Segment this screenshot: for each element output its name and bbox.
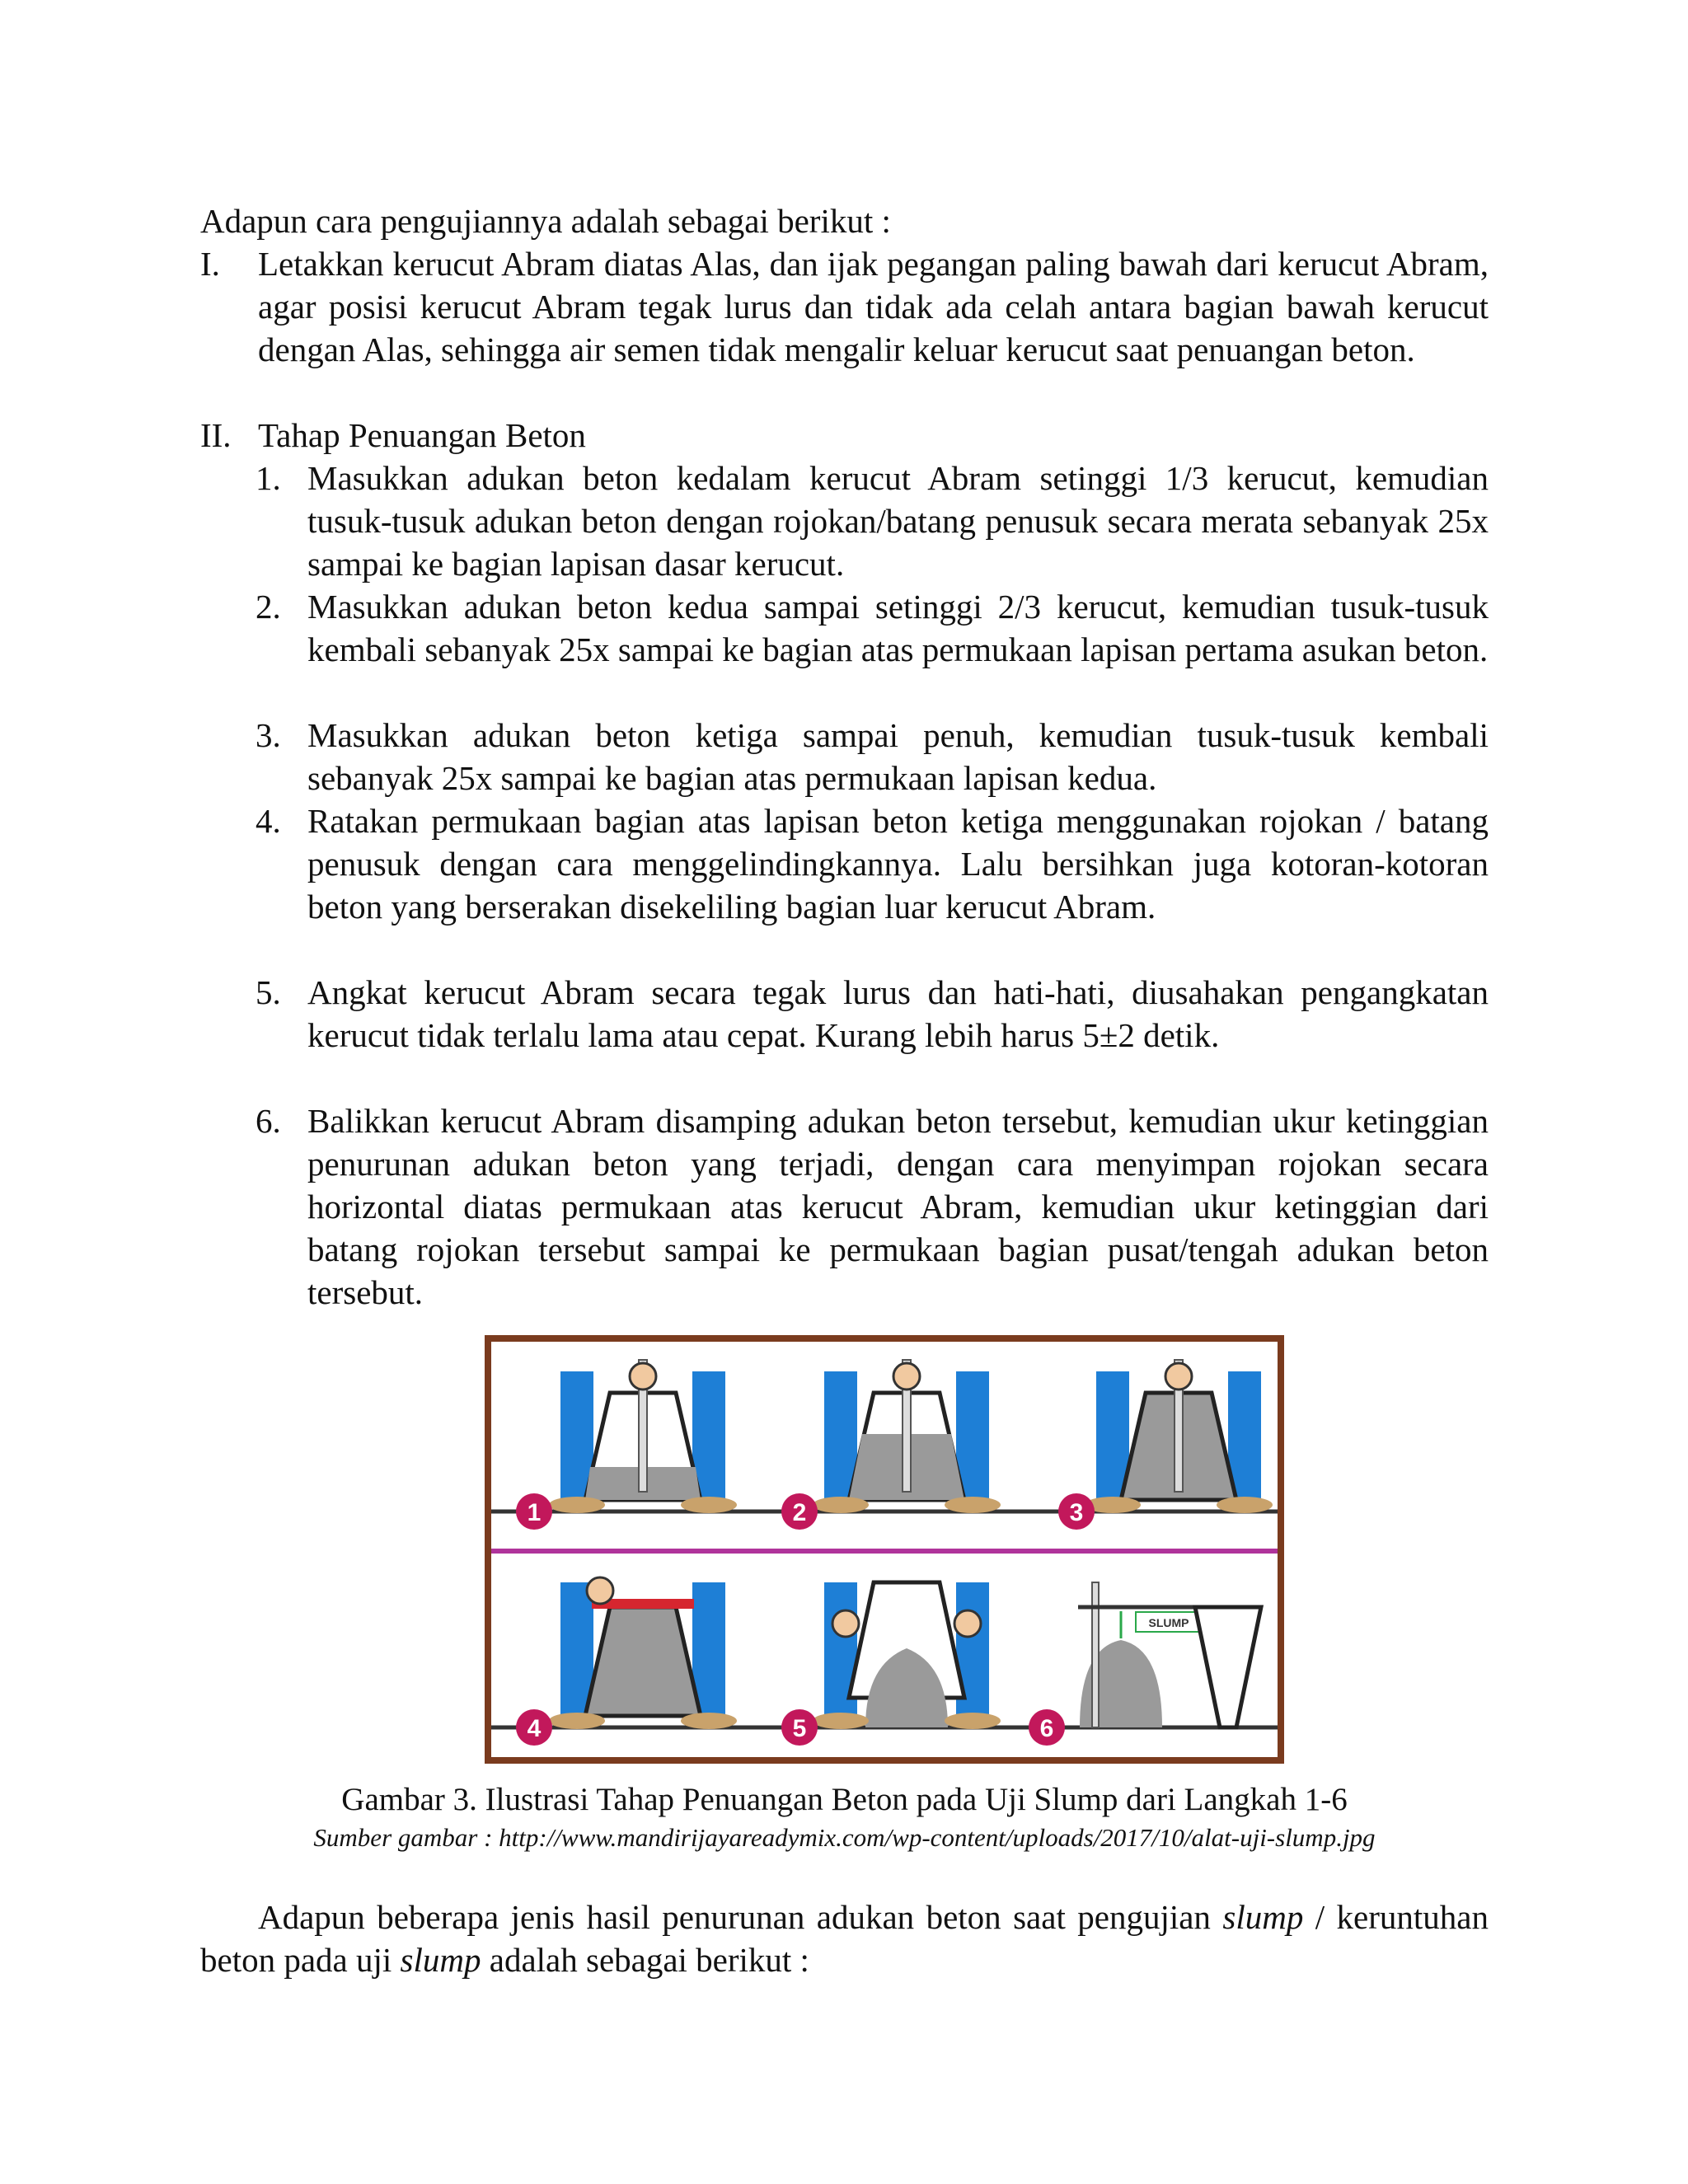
- hand-icon: [1165, 1363, 1192, 1390]
- step-number: 4.: [256, 802, 281, 840]
- hand-icon: [630, 1363, 656, 1390]
- leg-right: [956, 1582, 989, 1727]
- step-item: [256, 457, 1489, 585]
- step-number: 1.: [256, 459, 281, 497]
- svg-text:4: 4: [527, 1715, 542, 1742]
- badge-4: [516, 1709, 552, 1746]
- section-2: [200, 414, 1489, 457]
- section-1-text: Letakkan kerucut Abram diatas Alas, dan ijak pegangan paling bawah dari kerucut Abram, agar posisi kerucut Abram tegak lurus dan tidak ada celah antara bagian bawah kerucut dengan Alas, sehingga air semen tidak mengalir keluar kerucut saat penuangan beton.: [258, 245, 1489, 368]
- closing-text-1: Adapun beberapa jenis hasil penurunan adukan beton saat pengujian: [258, 1898, 1223, 1936]
- step-item: [256, 714, 1489, 799]
- step-item: [256, 585, 1489, 671]
- badge-1: [516, 1493, 552, 1530]
- svg-text:6: 6: [1039, 1715, 1054, 1742]
- step-text: Ratakan permukaan bagian atas lapisan beton ketiga menggunakan rojokan / batang penusuk dengan cara menggelindingkannya. Lalu bersihkan juga kotoran-kotoran beton yang berserakan disekeliling bagian luar kerucut Abram.: [307, 802, 1489, 926]
- section-2-number: II.: [200, 416, 232, 454]
- closing-emphasis-2: slump: [400, 1941, 481, 1979]
- svg-text:5: 5: [792, 1715, 807, 1742]
- svg-text:3: 3: [1069, 1499, 1084, 1526]
- step-number: 6.: [256, 1102, 281, 1140]
- step-number: 2.: [256, 588, 281, 626]
- panel-3: [1085, 1360, 1273, 1513]
- figure-source: Sumber gambar : http://www.mandirijayareadymix.com/wp-content/uploads/2017/10/alat-uji-slump.jpg: [313, 1823, 1376, 1852]
- badge-3: [1058, 1493, 1095, 1530]
- svg-text:1: 1: [527, 1499, 542, 1526]
- slump-test-illustration: [485, 1335, 1284, 1764]
- badge-5: [781, 1709, 818, 1746]
- step-text: Masukkan adukan beton kedalam kerucut Abram setinggi 1/3 kerucut, kemudian tusuk-tusuk adukan beton dengan rojokan/batang penusuk secara merata sebanyak 25x sampai ke bagian lapisan dasar kerucut.: [307, 459, 1489, 583]
- shoe: [681, 1497, 737, 1513]
- shoe: [1217, 1497, 1273, 1513]
- closing-paragraph: [200, 1896, 1489, 1981]
- panel-2: [813, 1360, 1001, 1513]
- section-1-number: I.: [200, 245, 220, 283]
- step-item: [256, 971, 1489, 1057]
- shoe: [945, 1497, 1001, 1513]
- hand-icon: [832, 1610, 859, 1637]
- hand-icon: [893, 1363, 920, 1390]
- shoe: [813, 1497, 869, 1513]
- hand-icon: [587, 1577, 613, 1604]
- measuring-rod: [1092, 1582, 1099, 1727]
- panel-1: [549, 1360, 737, 1513]
- shoe: [549, 1497, 605, 1513]
- shoe: [549, 1713, 605, 1729]
- step-text: Masukkan adukan beton ketiga sampai penuh, kemudian tusuk-tusuk kembali sebanyak 25x sampai ke bagian atas permukaan lapisan kedua.: [307, 716, 1489, 797]
- section-1: [200, 242, 1489, 371]
- step-number: 3.: [256, 716, 281, 754]
- badge-2: [781, 1493, 818, 1530]
- panel-5: [813, 1582, 1001, 1729]
- panel-4: [549, 1577, 737, 1729]
- figure-caption: Gambar 3. Ilustrasi Tahap Penuangan Beton pada Uji Slump dari Langkah 1-6: [341, 1782, 1348, 1817]
- shoe: [813, 1713, 869, 1729]
- leg-left: [824, 1582, 857, 1727]
- step-item: [256, 1099, 1489, 1314]
- step-text: Angkat kerucut Abram secara tegak lurus dan hati-hati, diusahakan pengangkatan kerucut tidak terlalu lama atau cepat. Kurang lebih harus 5±2 detik.: [307, 973, 1489, 1054]
- step-number: 5.: [256, 973, 281, 1011]
- closing-text-3: adalah sebagai berikut :: [481, 1941, 809, 1979]
- badge-6: [1029, 1709, 1065, 1746]
- step-text: Masukkan adukan beton kedua sampai setinggi 2/3 kerucut, kemudian tusuk-tusuk kembali sebanyak 25x sampai ke bagian atas permukaan lapisan pertama asukan beton.: [307, 588, 1489, 668]
- shoe: [681, 1713, 737, 1729]
- closing-emphasis-1: slump: [1222, 1898, 1304, 1936]
- step-item: [256, 799, 1489, 928]
- shoe: [945, 1713, 1001, 1729]
- intro-text: Adapun cara pengujiannya adalah sebagai berikut :: [200, 202, 891, 240]
- svg-text:2: 2: [792, 1499, 807, 1526]
- closing-text-2: / keruntuhan beton pada uji: [200, 1898, 1489, 1979]
- slump-label: SLUMP: [1148, 1616, 1189, 1629]
- hand-icon: [954, 1610, 981, 1637]
- step-text: Balikkan kerucut Abram disamping adukan beton tersebut, kemudian ukur ketinggian penurunan adukan beton yang terjadi, dengan cara menyimpan rojokan secara horizontal diatas permukaan atas kerucut Abram, kemudian ukur ketinggian dari batang rojokan tersebut sampai ke permukaan bagian pusat/tengah adukan beton tersebut.: [307, 1102, 1489, 1311]
- section-2-title: Tahap Penuangan Beton: [258, 416, 586, 454]
